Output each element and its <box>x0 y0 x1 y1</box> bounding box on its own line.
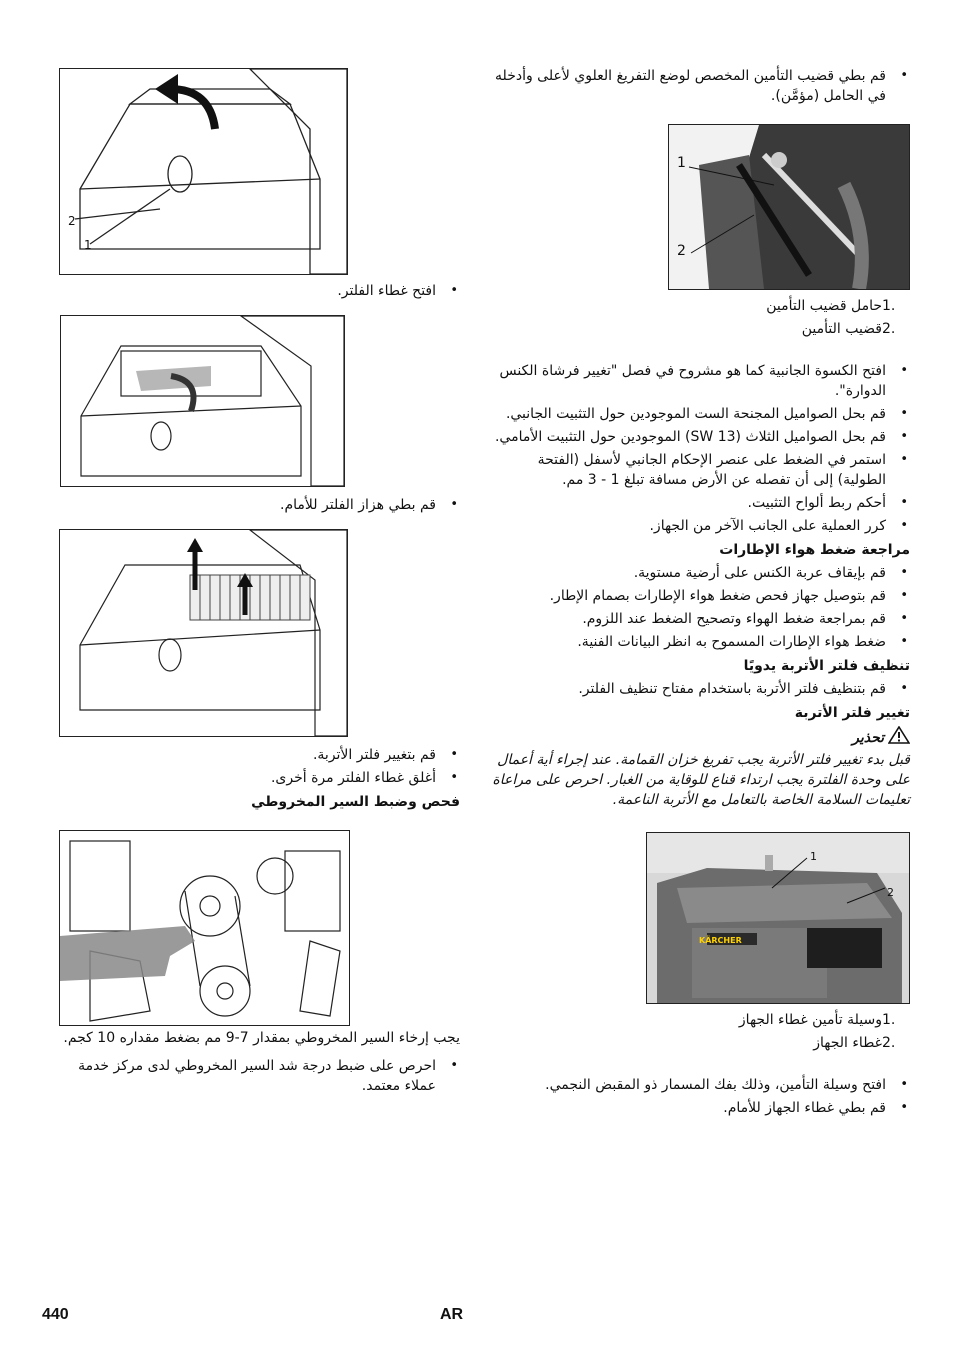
figure-change-filter <box>59 529 348 737</box>
list-item: • قم بطي هزاز الفلتر للأمام. <box>60 495 436 515</box>
bullets-open-cover <box>492 1075 910 1118</box>
bullets-belt-service <box>60 1056 460 1096</box>
fig1-callout-1: 1 <box>677 155 686 171</box>
list-item: • قم بحل الصواميل الثلاث (SW 13) الموجودين حول التثبيت الأمامي. <box>492 427 886 447</box>
belt-paragraph: يجب إرخاء السير المخروطي بمقدار 7-9 مم بضغط مقداره 10 كجم. <box>63 1030 460 1046</box>
list-item: • احرص على ضبط درجة شد السير المخروطي لدى مركز خدمة عملاء معتمد. <box>60 1056 436 1096</box>
figure-open-filter-cover <box>59 68 348 275</box>
figure-v-belt <box>59 830 350 1026</box>
list-item: • أحكم ربط ألواح التثبيت. <box>492 493 886 513</box>
figA-callout-1: 1 <box>84 238 92 252</box>
bullets-lift-bar <box>492 66 910 106</box>
legend-text: وسيلة تأمين غطاء الجهاز <box>738 1012 882 1028</box>
heading-tire-pressure: مراجعة ضغط هواء الإطارات <box>719 542 910 558</box>
bullet-open-filter <box>60 281 460 301</box>
list-item: • قم بتغيير فلتر الأتربة. <box>60 745 436 765</box>
heading-v-belt: فحص وضبط السير المخروطي <box>251 794 460 810</box>
figA-callout-2: 2 <box>68 214 76 228</box>
left-column <box>60 66 460 1099</box>
legend-number: 1. <box>882 298 896 314</box>
fig2-callout-1: 1 <box>810 850 817 863</box>
list-item: • ضغط هواء الإطارات المسموح به انظر البيانات الفنية. <box>492 632 886 652</box>
list-item: • قم بطي غطاء الجهاز للأمام. <box>492 1098 886 1118</box>
bullets-tire-pressure <box>492 563 910 652</box>
legend-item <box>492 296 910 316</box>
list-item: • قم بحل الصواميل المجنحة الست الموجودين حول التثبيت الجانبي. <box>492 404 886 424</box>
warning-title <box>492 726 910 750</box>
list-item: • كرر العملية على الجانب الآخر من الجهاز. <box>492 516 886 536</box>
fig2-callout-2: 2 <box>887 886 894 899</box>
list-item: • قم بمراجعة ضغط الهواء وتصحيح الضغط عند اللزوم. <box>492 609 886 629</box>
warning-text: قبل بدء تغيير فلتر الأتربة يجب تفريغ خزان القمامة. عند إجراء أية أعمال على وحدة الفلترة يجب ارتداء قناع للوقاية من الغبار. احرص على مراعاة تعليمات السلامة الخاصة بالتعامل مع الأتربة الناعمة. <box>492 752 910 808</box>
legend-text: غطاء الجهاز <box>813 1035 882 1051</box>
list-item: • افتح الكسوة الجانبية كما هو مشروح في فصل "تغيير فرشاة الكنس الدوارة". <box>492 361 886 401</box>
legend-item <box>492 1010 910 1030</box>
legend-item <box>492 1033 910 1053</box>
warning-icon <box>888 726 910 750</box>
language-code: AR <box>440 1306 464 1323</box>
bullets-change-filter <box>60 745 460 788</box>
heading-change-filter: تغيير فلتر الأتربة <box>794 705 910 721</box>
list-item: • قم بتنظيف فلتر الأتربة باستخدام مفتاح تنظيف الفلتر. <box>492 679 886 699</box>
legend-number: 2. <box>882 1035 896 1051</box>
legend-text: قضيب التأمين <box>801 321 882 337</box>
fig2-brand-logo: KÄRCHER <box>699 936 742 945</box>
fig1-legend <box>492 296 910 339</box>
legend-number: 2. <box>882 321 896 337</box>
right-column <box>492 66 910 1121</box>
figure-safety-bar <box>668 124 910 290</box>
list-item: • قم بطي قضيب التأمين المخصص لوضع التفريغ العلوي لأعلى وأدخله في الحامل (مؤمَّن). <box>492 66 886 106</box>
list-item: • قم بإيقاف عربة الكنس على أرضية مستوية. <box>492 563 886 583</box>
bullets-filter-clean <box>492 679 910 699</box>
figure-machine-cover <box>646 832 910 1004</box>
page-number: 440 <box>42 1306 69 1323</box>
fig1-callout-2: 2 <box>677 243 686 259</box>
legend-number: 1. <box>882 1012 896 1028</box>
fig2-legend <box>492 1010 910 1053</box>
bullet-fold-shaker <box>60 495 460 515</box>
list-item: • افتح غطاء الفلتر. <box>60 281 436 301</box>
figure-filter-shaker <box>60 315 345 487</box>
warning-title-text: تحذير <box>852 730 884 746</box>
list-item: • افتح وسيلة التأمين، وذلك بفك المسمار ذو المقبض النجمي. <box>492 1075 886 1095</box>
legend-text: حامل قضيب التأمين <box>766 298 882 314</box>
heading-manual-filter-clean: تنظيف فلتر الأتربة يدويًا <box>743 658 910 674</box>
bullets-side-seal <box>492 361 910 536</box>
legend-item <box>492 319 910 339</box>
list-item: • أغلق غطاء الفلتر مرة أخرى. <box>60 768 436 788</box>
list-item: • استمر في الضغط على عنصر الإحكام الجانبي لأسفل (الفتحة الطولية) إلى أن تفصله عن الأرض مسافة تبلغ 1 - 3 مم. <box>492 450 886 490</box>
list-item: • قم بتوصيل جهاز فحص ضغط هواء الإطارات بصمام الإطار. <box>492 586 886 606</box>
